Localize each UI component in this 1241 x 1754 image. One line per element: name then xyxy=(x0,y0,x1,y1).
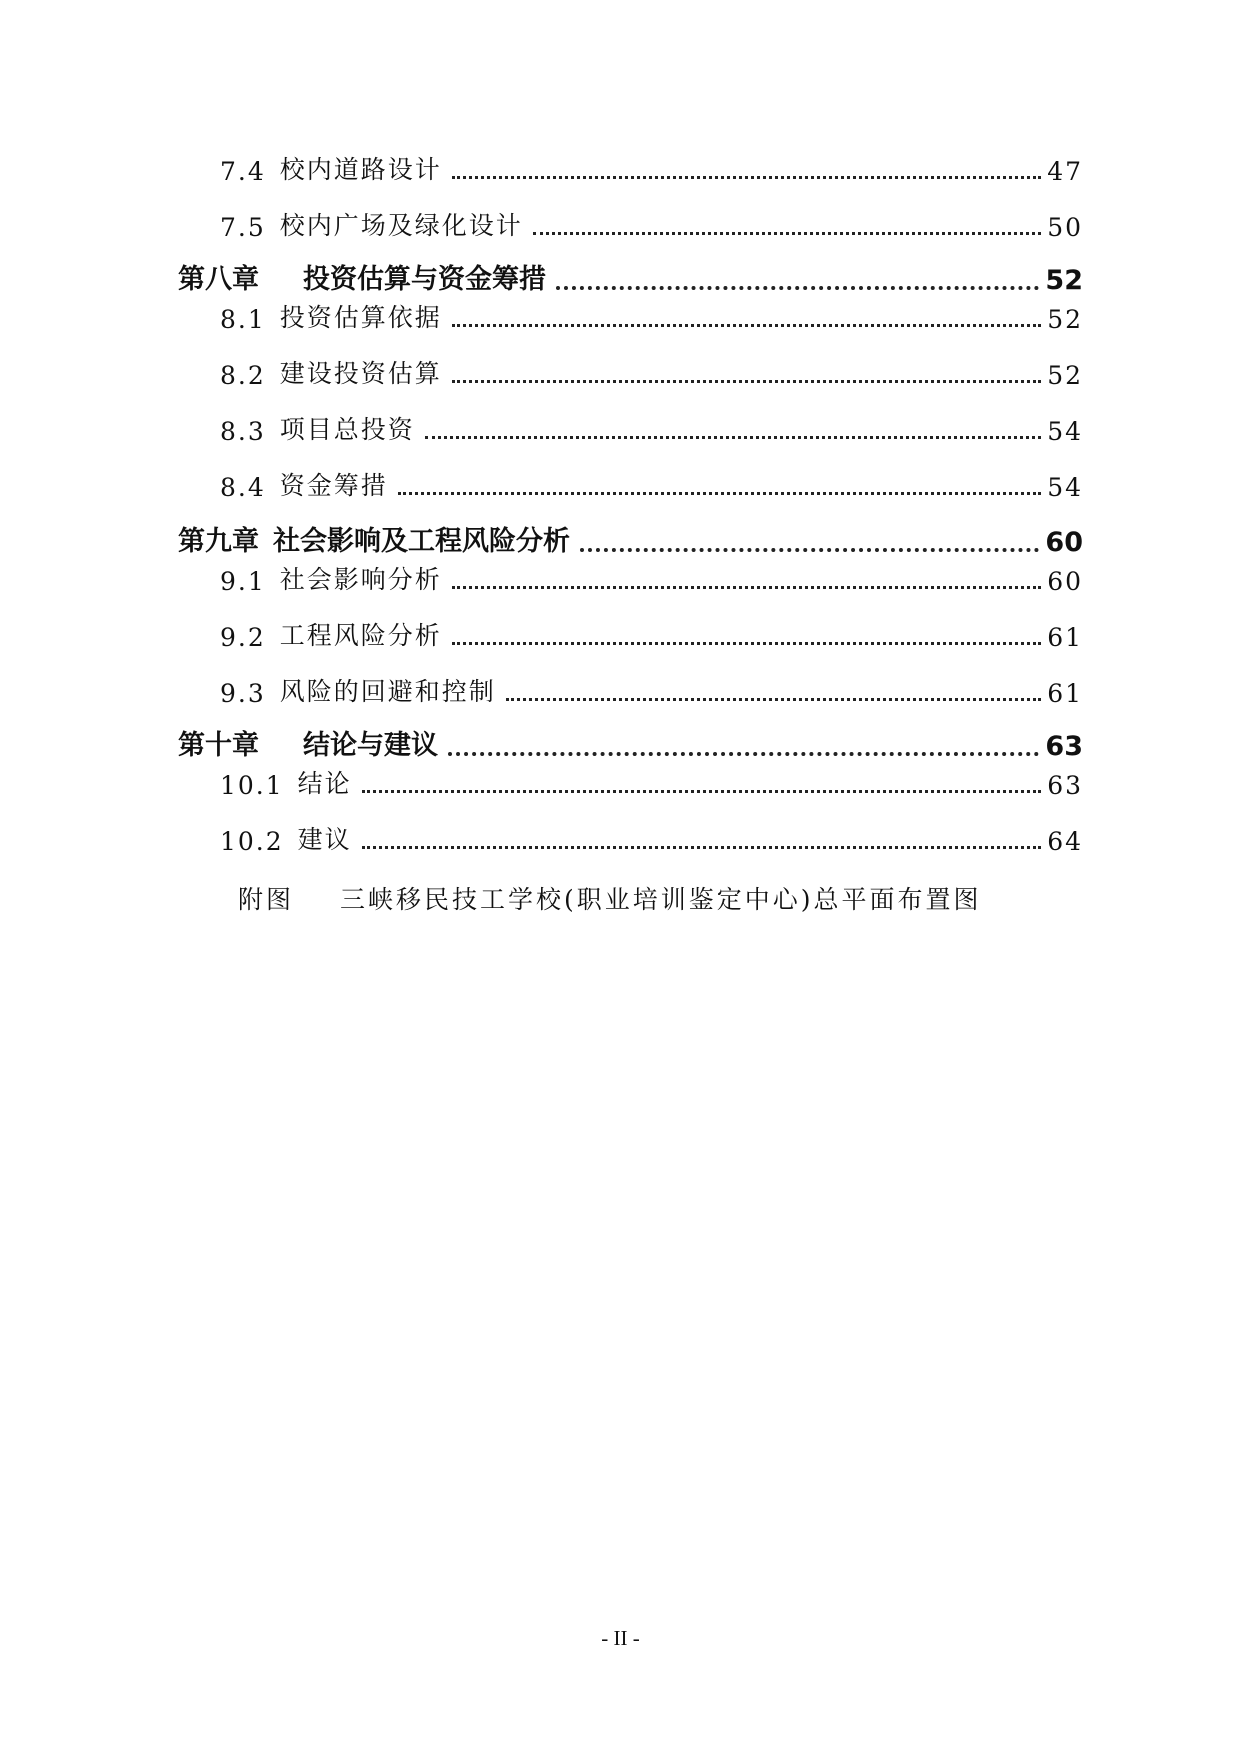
toc-chapter-page: 63 xyxy=(1045,731,1083,762)
dot-leader xyxy=(452,176,1041,179)
dot-leader xyxy=(452,586,1041,589)
toc-chapter-title: 投资估算与资金筹措 xyxy=(303,264,546,295)
toc-chapter-title: 结论与建议 xyxy=(303,730,438,761)
toc-entry-page: 47 xyxy=(1047,157,1083,186)
toc-entry-title: 校内道路设计 xyxy=(279,155,442,184)
dot-leader xyxy=(452,324,1041,327)
page-number: - II - xyxy=(601,1626,640,1650)
dot-leader xyxy=(533,232,1041,235)
dot-leader xyxy=(362,846,1042,849)
toc-entry-title: 建设投资估算 xyxy=(279,359,442,388)
toc-entry-number: 7.4 xyxy=(220,157,266,186)
dot-leader xyxy=(580,548,1039,552)
toc-chapter-page: 60 xyxy=(1045,527,1083,558)
toc-chapter-number: 第十章 xyxy=(178,730,259,761)
toc-entry-8-4[interactable] xyxy=(178,462,1083,502)
dot-leader xyxy=(452,642,1041,645)
toc-entry-10-1[interactable] xyxy=(178,760,1083,800)
toc-entry-title: 投资估算依据 xyxy=(279,303,442,332)
toc-entry-9-2[interactable] xyxy=(178,612,1083,652)
toc-entry-number: 10.2 xyxy=(220,827,284,856)
dot-leader xyxy=(362,790,1042,793)
toc-entry-title: 结论 xyxy=(297,769,352,798)
appendix-label: 附图 xyxy=(238,885,295,914)
toc-entry-number: 10.1 xyxy=(220,771,284,800)
toc-entry-8-2[interactable] xyxy=(178,350,1083,390)
toc-entry-8-3[interactable] xyxy=(178,406,1083,446)
toc-chapter-title: 社会影响及工程风险分析 xyxy=(273,526,570,557)
appendix-title: 三峡移民技工学校(职业培训鉴定中心)总平面布置图 xyxy=(340,885,982,914)
toc-entry-number: 8.1 xyxy=(220,305,266,334)
toc-entry-10-2[interactable] xyxy=(178,816,1083,856)
toc-entry-page: 52 xyxy=(1047,305,1083,334)
dot-leader xyxy=(506,698,1041,701)
toc-chapter-9[interactable] xyxy=(178,518,1083,558)
appendix-entry[interactable] xyxy=(238,880,982,916)
dot-leader xyxy=(425,436,1041,439)
toc-entry-page: 61 xyxy=(1047,623,1083,652)
toc-entry-title: 风险的回避和控制 xyxy=(279,677,496,706)
toc-entry-9-1[interactable] xyxy=(178,556,1083,596)
toc-entry-title: 校内广场及绿化设计 xyxy=(279,211,523,240)
toc-entry-number: 8.4 xyxy=(220,473,266,502)
toc-entry-page: 54 xyxy=(1047,417,1083,446)
dot-leader xyxy=(398,492,1041,495)
toc-entry-7-5[interactable] xyxy=(178,202,1083,242)
toc-chapter-page: 52 xyxy=(1045,265,1083,296)
toc-chapter-number: 第九章 xyxy=(178,526,259,557)
toc-entry-number: 9.1 xyxy=(220,567,266,596)
toc-entry-page: 52 xyxy=(1047,361,1083,390)
toc-entry-number: 7.5 xyxy=(220,213,266,242)
toc-entry-9-3[interactable] xyxy=(178,668,1083,708)
toc-entry-7-4[interactable] xyxy=(178,146,1083,186)
toc-entry-title: 资金筹措 xyxy=(279,471,388,500)
toc-entry-number: 8.2 xyxy=(220,361,266,390)
toc-entry-number: 9.2 xyxy=(220,623,266,652)
toc-entry-page: 54 xyxy=(1047,473,1083,502)
toc-entry-title: 项目总投资 xyxy=(279,415,415,444)
dot-leader xyxy=(448,752,1039,756)
toc-entry-8-1[interactable] xyxy=(178,294,1083,334)
toc-chapter-8[interactable] xyxy=(178,256,1083,296)
toc-entry-page: 60 xyxy=(1047,567,1083,596)
toc-entry-title: 建议 xyxy=(297,825,352,854)
toc-entry-page: 64 xyxy=(1047,827,1083,856)
toc-chapter-10[interactable] xyxy=(178,722,1083,762)
dot-leader xyxy=(452,380,1041,383)
toc-entry-page: 50 xyxy=(1047,213,1083,242)
toc-entry-title: 社会影响分析 xyxy=(279,565,442,594)
toc-chapter-number: 第八章 xyxy=(178,264,259,295)
toc-entry-number: 9.3 xyxy=(220,679,266,708)
toc-entry-title: 工程风险分析 xyxy=(279,621,442,650)
dot-leader xyxy=(556,286,1039,290)
toc-entry-number: 8.3 xyxy=(220,417,266,446)
toc-entry-page: 61 xyxy=(1047,679,1083,708)
toc-entry-page: 63 xyxy=(1047,771,1083,800)
